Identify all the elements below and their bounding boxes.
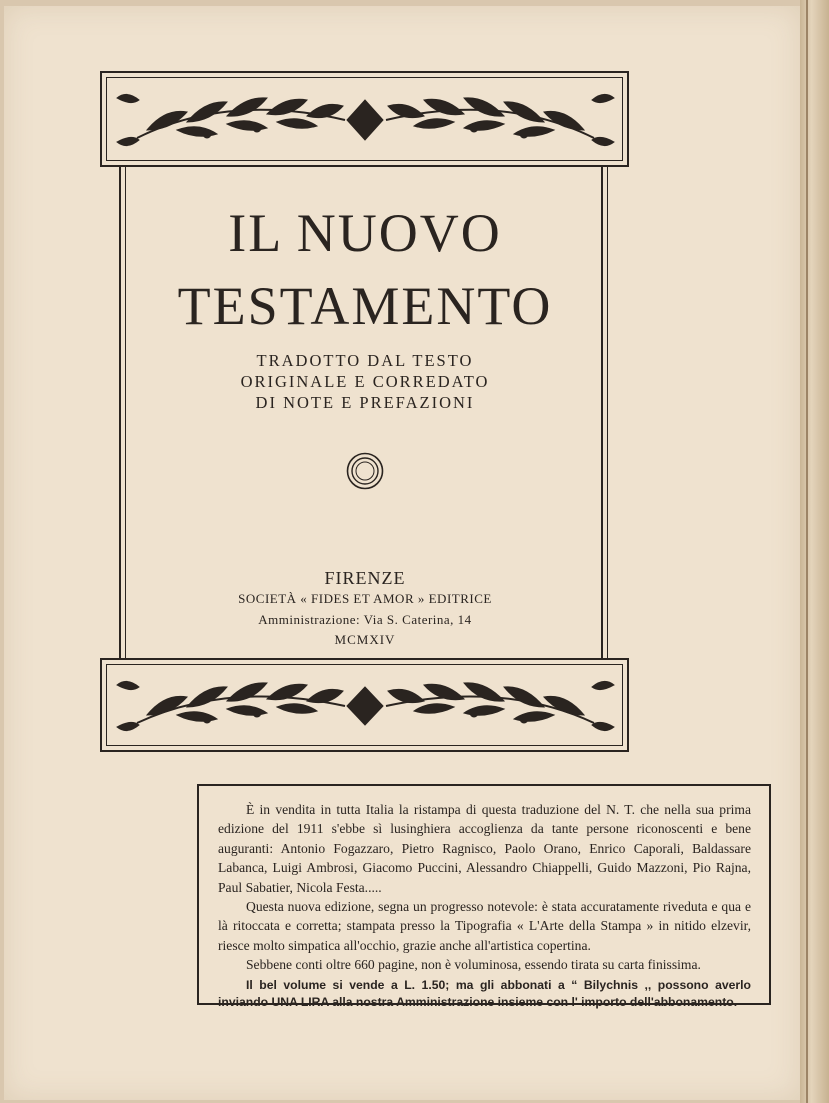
title-line-2: TESTAMENTO [177, 276, 553, 336]
subtitle-line-1: TRADOTTO DAL TESTO [256, 351, 474, 370]
subtitle-line-2: ORIGINALE E CORREDATO [240, 372, 490, 391]
subtitle-line-3: DI NOTE E PREFAZIONI [255, 393, 475, 412]
ring-ornament [346, 452, 384, 490]
laurel-border-bottom [100, 658, 629, 752]
imprint-year: MCMXIV [334, 632, 396, 647]
title-line-1: IL NUOVO [228, 203, 502, 263]
advertisement-box [197, 784, 771, 1010]
notice-paragraph-2: Questa nuova edizione, segna un progresso notevole: è stata accuratamente riveduta e qua e là ritoccata e corretta; stampata presso la Tipografia « L'Arte della Stampa » in nitido elzevir, riesce molto simpatica all'occhio, grazie anche all'artistica copertina. [218, 899, 751, 953]
frame-pillar-right [601, 165, 608, 660]
page-edge [800, 0, 829, 1103]
notice-price: Il bel volume si vende a L. 1.50; ma gli abbonati a “ Bilychnis ,, possono averlo inviando UNA LIRA alla nostra Amministrazione insieme con l' importo dell'abbonamento. [218, 977, 751, 1010]
notice-paragraph-1: È in vendita in tutta Italia la ristampa di questa traduzione del N. T. che nella sua prima edizione del 1911 s'ebbe sì lusinghiera accoglienza da tante persone riconoscenti e bene auguranti: Antonio Fogazzaro, Pietro Ragnisco, Paolo Orano, Enrico Caporali, Baldassare Labanca, Luigi Ambrosi, Giacomo Puccini, Alessandro Chiappelli, Guido Mazzoni, Pio Rajna, Paul Sabatier, Nicola Festa..... [218, 802, 751, 895]
laurel-ornament-bottom [107, 665, 623, 746]
page-edge-line [806, 0, 808, 1103]
subtitle [130, 350, 600, 413]
imprint-publisher: SOCIETÀ « FIDES ET AMOR » EDITRICE [238, 591, 492, 606]
notice-paragraph-3: Sebbene conti oltre 660 pagine, non è voluminosa, essendo tirata su carta finissima. [246, 957, 701, 973]
frame-pillar-left [119, 165, 126, 660]
laurel-border-top [100, 71, 629, 167]
imprint-address: Amministrazione: Via S. Caterina, 14 [258, 612, 472, 627]
laurel-ornament-top [107, 78, 623, 161]
imprint-city: FIRENZE [324, 568, 406, 588]
